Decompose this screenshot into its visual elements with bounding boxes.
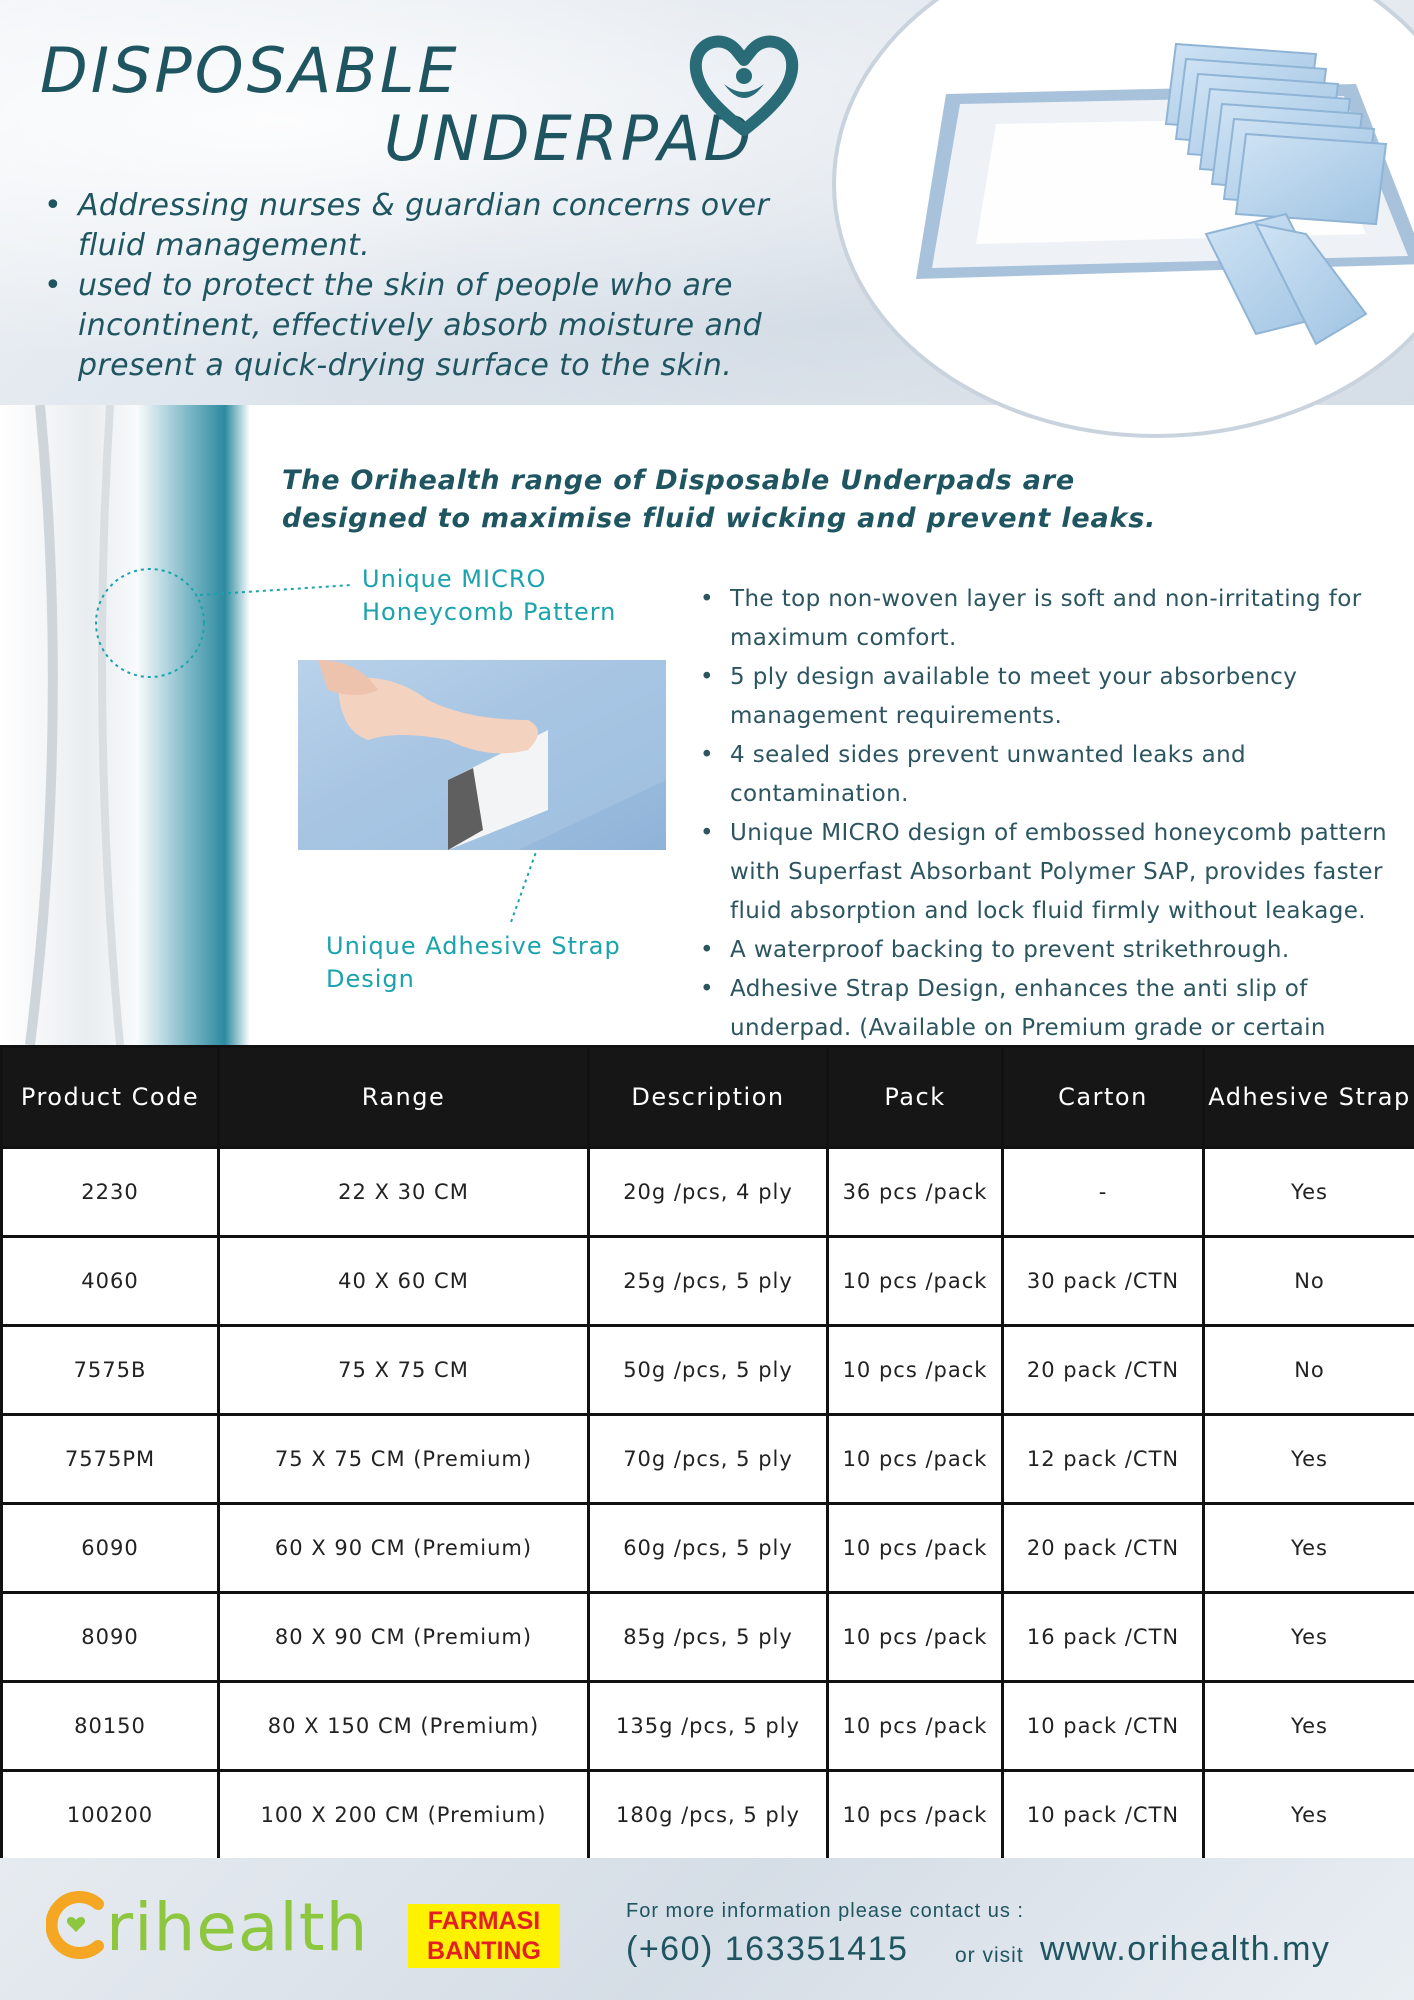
- header-product-code: Product Code: [2, 1047, 219, 1148]
- cell-range: 75 X 75 CM: [219, 1326, 589, 1415]
- hero-bullet-list: [44, 186, 844, 386]
- cell-description: 20g /pcs, 4 ply: [589, 1148, 828, 1237]
- feature-item: • The top non-woven layer is soft and non-irritating for maximum comfort.: [694, 580, 1394, 658]
- cell-pack: 10 pcs /pack: [828, 1771, 1003, 1860]
- contact-label: For more information please contact us :: [626, 1900, 1024, 1922]
- strap-callout-line-1: Unique Adhesive Strap: [326, 932, 621, 960]
- cell-description: 135g /pcs, 5 ply: [589, 1682, 828, 1771]
- cell-description: 180g /pcs, 5 ply: [589, 1771, 828, 1860]
- hero-banner: [0, 0, 1414, 405]
- cell-code: 7575PM: [2, 1415, 219, 1504]
- cell-code: 80150: [2, 1682, 219, 1771]
- tagline-line-1: The Orihealth range of Disposable Underpads are: [282, 465, 1075, 496]
- visit-label: or visit: [955, 1944, 1024, 1967]
- heart-logo-icon: [688, 30, 800, 140]
- farmasi-line-1: FARMASI: [427, 1907, 541, 1935]
- cell-carton: 12 pack /CTN: [1003, 1415, 1204, 1504]
- honeycomb-callout-line-1: Unique MICRO: [362, 565, 547, 593]
- feature-list: [694, 580, 1394, 1087]
- product-photo-circle: [832, 0, 1414, 438]
- cell-range: 80 X 90 CM (Premium): [219, 1593, 589, 1682]
- header-carton: Carton: [1003, 1047, 1204, 1148]
- cell-carton: 10 pack /CTN: [1003, 1682, 1204, 1771]
- table-row: [2, 1148, 1414, 1237]
- cell-strap: No: [1204, 1326, 1414, 1415]
- strap-callout-line-2: Design: [326, 965, 415, 993]
- website-link[interactable]: www.orihealth.my: [1040, 1930, 1331, 1968]
- cell-code: 8090: [2, 1593, 219, 1682]
- hero-bullet: • Addressing nurses & guardian concerns over fluid management.: [44, 186, 844, 266]
- cell-description: 60g /pcs, 5 ply: [589, 1504, 828, 1593]
- hero-bullet: • used to protect the skin of people who are incontinent, effectively absorb moisture and present a quick-drying surface to the skin.: [44, 266, 844, 386]
- product-spec-table: [0, 1045, 1414, 1861]
- farmasi-line-2: BANTING: [427, 1937, 541, 1965]
- phone-number[interactable]: (+60) 163351415: [626, 1930, 909, 1968]
- intro-tagline: [282, 462, 1182, 538]
- underpad-stack-image: [836, 0, 1414, 434]
- cell-pack: 36 pcs /pack: [828, 1148, 1003, 1237]
- cell-code: 6090: [2, 1504, 219, 1593]
- farmasi-banting-logo: [408, 1904, 560, 1968]
- table-row: [2, 1237, 1414, 1326]
- cell-pack: 10 pcs /pack: [828, 1593, 1003, 1682]
- cell-description: 70g /pcs, 5 ply: [589, 1415, 828, 1504]
- cell-pack: 10 pcs /pack: [828, 1326, 1003, 1415]
- cell-strap: Yes: [1204, 1771, 1414, 1860]
- cell-range: 80 X 150 CM (Premium): [219, 1682, 589, 1771]
- table-row: [2, 1504, 1414, 1593]
- orihealth-brand-text: rihealth: [106, 1889, 369, 1966]
- cell-range: 22 X 30 CM: [219, 1148, 589, 1237]
- adhesive-strap-photo: [298, 660, 666, 850]
- header-pack: Pack: [828, 1047, 1003, 1148]
- feature-item: • 5 ply design available to meet your absorbency management requirements.: [694, 658, 1394, 736]
- feature-item: • A waterproof backing to prevent strikethrough.: [694, 931, 1394, 970]
- table-row: [2, 1326, 1414, 1415]
- cell-description: 85g /pcs, 5 ply: [589, 1593, 828, 1682]
- cell-carton: 30 pack /CTN: [1003, 1237, 1204, 1326]
- cell-carton: 20 pack /CTN: [1003, 1504, 1204, 1593]
- cell-range: 60 X 90 CM (Premium): [219, 1504, 589, 1593]
- cell-code: 7575B: [2, 1326, 219, 1415]
- header-adhesive-strap: Adhesive Strap: [1204, 1047, 1414, 1148]
- cell-pack: 10 pcs /pack: [828, 1682, 1003, 1771]
- strap-callout: [326, 930, 626, 996]
- orihealth-c-heart-icon: [46, 1890, 110, 1960]
- cell-range: 100 X 200 CM (Premium): [219, 1771, 589, 1860]
- cell-strap: Yes: [1204, 1148, 1414, 1237]
- table-header-row: [2, 1047, 1414, 1148]
- header-range: Range: [219, 1047, 589, 1148]
- table-row: [2, 1415, 1414, 1504]
- feature-item: • Unique MICRO design of embossed honeycomb pattern with Superfast Absorbant Polymer SAP, provides faster fluid absorption and lock fluid firmly without leakage.: [694, 814, 1394, 931]
- honeycomb-callout: [362, 563, 662, 629]
- table-row: [2, 1593, 1414, 1682]
- feature-item: • 4 sealed sides prevent unwanted leaks and contamination.: [694, 736, 1394, 814]
- table-row: [2, 1682, 1414, 1771]
- cell-range: 40 X 60 CM: [219, 1237, 589, 1326]
- cell-strap: Yes: [1204, 1415, 1414, 1504]
- table-row: [2, 1771, 1414, 1860]
- tagline-line-2: designed to maximise fluid wicking and prevent leaks.: [282, 503, 1157, 534]
- title-line-1: DISPOSABLE: [40, 34, 460, 107]
- cell-code: 2230: [2, 1148, 219, 1237]
- cell-code: 4060: [2, 1237, 219, 1326]
- cell-strap: Yes: [1204, 1593, 1414, 1682]
- header-description: Description: [589, 1047, 828, 1148]
- cell-pack: 10 pcs /pack: [828, 1504, 1003, 1593]
- cell-description: 50g /pcs, 5 ply: [589, 1326, 828, 1415]
- cell-strap: Yes: [1204, 1682, 1414, 1771]
- cell-carton: 16 pack /CTN: [1003, 1593, 1204, 1682]
- footer: [0, 1858, 1414, 2000]
- cell-strap: No: [1204, 1237, 1414, 1326]
- title-line-2: UNDERPAD: [384, 102, 755, 175]
- cell-strap: Yes: [1204, 1504, 1414, 1593]
- honeycomb-callout-line-2: Honeycomb Pattern: [362, 598, 617, 626]
- cell-carton: 20 pack /CTN: [1003, 1326, 1204, 1415]
- cell-range: 75 X 75 CM (Premium): [219, 1415, 589, 1504]
- cell-carton: -: [1003, 1148, 1204, 1237]
- feature-item: • Adhesive Strap Design, enhances the anti slip of underpad. (Available on Premium grade or certain: [694, 970, 1394, 1087]
- cell-pack: 10 pcs /pack: [828, 1415, 1003, 1504]
- cell-code: 100200: [2, 1771, 219, 1860]
- cell-pack: 10 pcs /pack: [828, 1237, 1003, 1326]
- curtain-image: [0, 405, 250, 1045]
- cell-carton: 10 pack /CTN: [1003, 1771, 1204, 1860]
- cell-description: 25g /pcs, 5 ply: [589, 1237, 828, 1326]
